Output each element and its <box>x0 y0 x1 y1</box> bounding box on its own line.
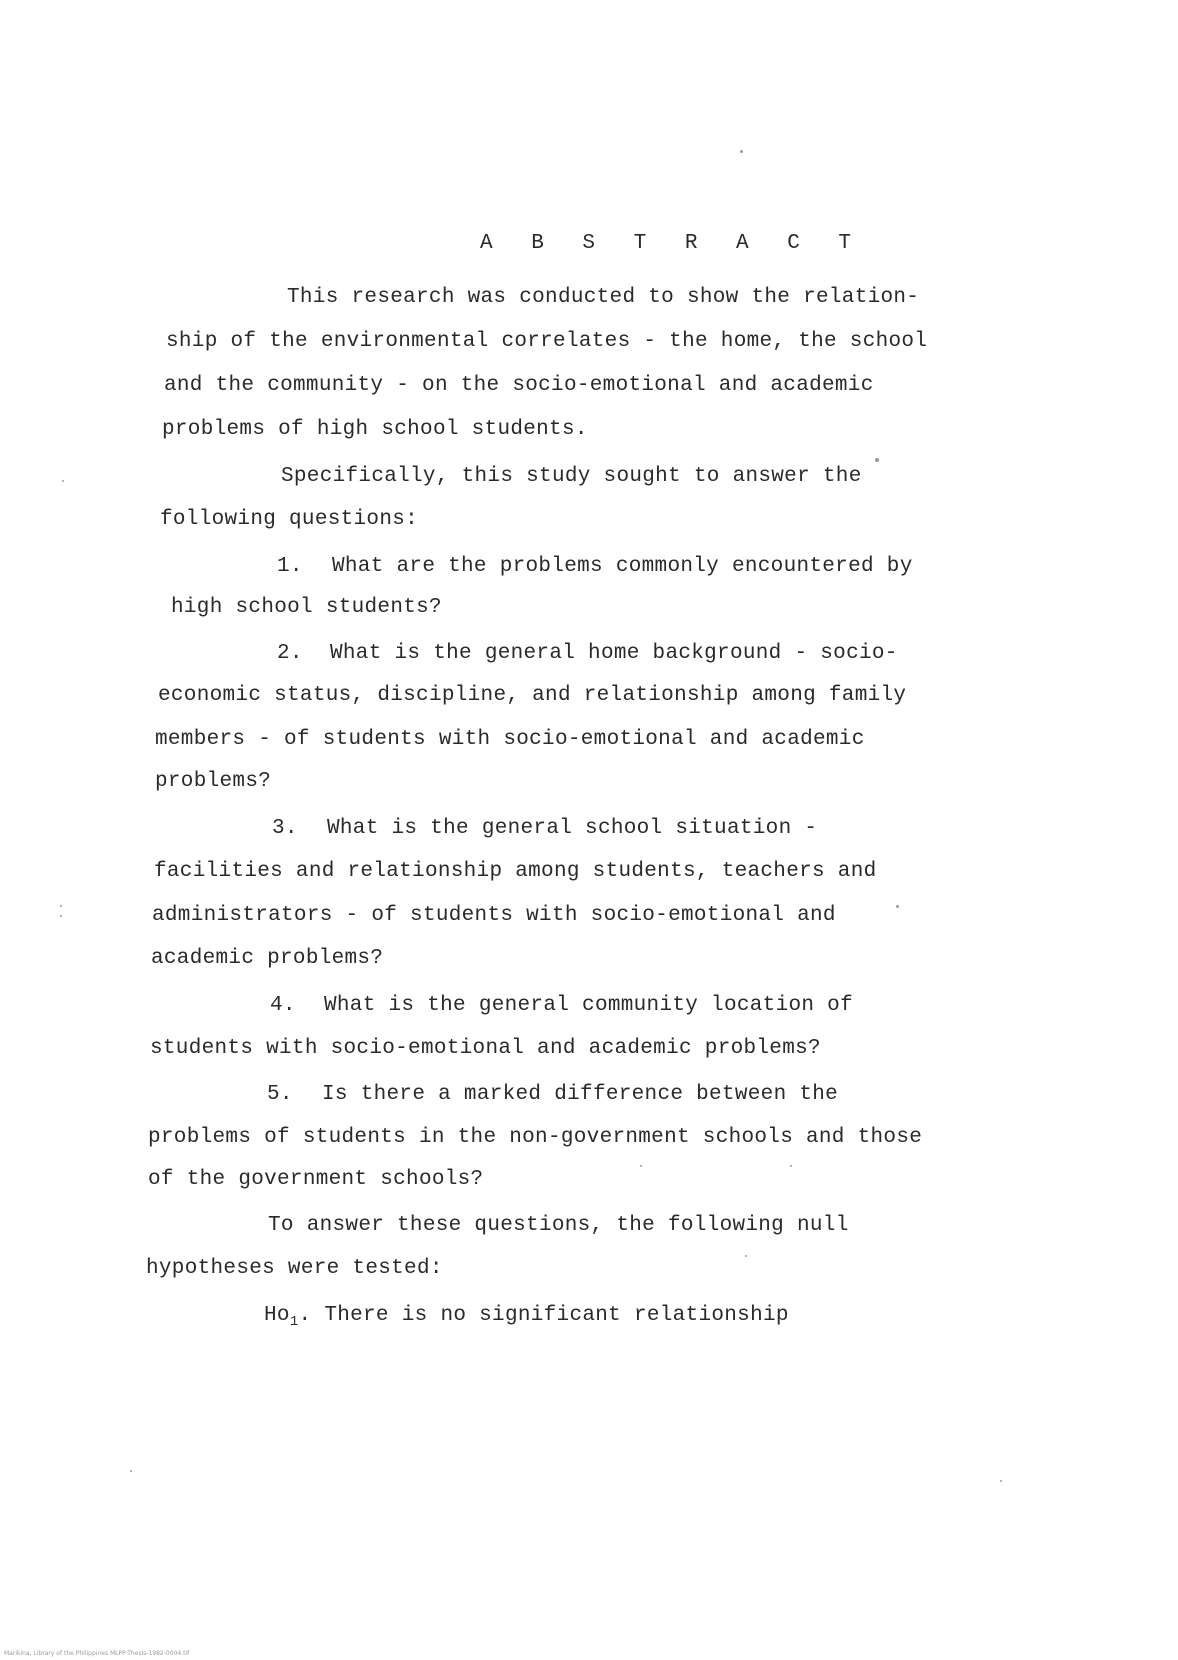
abstract-heading: A B S T R A C T <box>480 232 865 255</box>
scan-speck <box>896 905 899 908</box>
scan-speck <box>640 1165 642 1167</box>
question-2-line-1: What is the general home background - socio- <box>330 642 898 665</box>
scan-speck <box>62 480 64 482</box>
question-3-number: 3. <box>272 817 298 840</box>
paragraph-1-line-2: ship of the environmental correlates - the home, the school <box>166 330 928 353</box>
paragraph-2-line-1: Specifically, this study sought to answer the <box>281 465 862 488</box>
scan-speck <box>790 1165 792 1167</box>
paragraph-1-line-3: and the community - on the socio-emotional and academic <box>164 374 874 397</box>
question-4-number: 4. <box>270 994 296 1017</box>
question-1-line-1: What are the problems commonly encountered by <box>332 555 913 578</box>
paragraph-2-line-2: following questions: <box>160 508 419 531</box>
question-5-line-3: of the government schools? <box>148 1168 484 1191</box>
scan-speck <box>130 1470 132 1472</box>
scan-footer: Marikina, Library of the Philippines MLPP-Thesis-1982-0004.tif <box>4 1650 190 1657</box>
question-2-number: 2. <box>277 642 303 665</box>
question-5-line-2: problems of students in the non-government schools and those <box>148 1126 923 1149</box>
question-3-line-2: facilities and relationship among students, teachers and <box>154 860 877 883</box>
question-3-line-1: What is the general school situation - <box>327 817 818 840</box>
question-2-line-2: economic status, discipline, and relationship among family <box>158 684 907 707</box>
hypothesis-1-subscript: 1 <box>289 1314 299 1330</box>
question-5-line-1: Is there a marked difference between the <box>322 1083 839 1106</box>
hypothesis-1-text: . There is no significant relationship <box>298 1304 789 1327</box>
paragraph-3-line-1: To answer these questions, the following null <box>268 1214 849 1237</box>
hypothesis-1-label: Ho <box>264 1304 290 1327</box>
scan-speck <box>1000 1480 1002 1482</box>
question-3-line-3: administrators - of students with socio-emotional and <box>152 904 836 927</box>
question-4-line-1: What is the general community location of <box>324 994 853 1017</box>
scan-speck <box>60 905 62 907</box>
scan-speck <box>745 1255 747 1257</box>
question-2-line-4: problems? <box>155 770 272 793</box>
question-4-line-2: students with socio-emotional and academic problems? <box>150 1037 821 1060</box>
question-3-line-4: academic problems? <box>151 947 384 970</box>
paragraph-1-line-4: problems of high school students. <box>162 418 588 441</box>
question-2-line-3: members - of students with socio-emotional and academic <box>155 728 865 751</box>
scan-speck <box>875 458 879 462</box>
hypothesis-1 <box>264 1304 789 1330</box>
paragraph-3-line-2: hypotheses were tested: <box>146 1257 443 1280</box>
question-1-line-2: high school students? <box>171 596 442 619</box>
question-5-number: 5. <box>267 1083 293 1106</box>
scan-speck <box>60 915 62 917</box>
question-1-number: 1. <box>277 555 303 578</box>
scan-speck <box>740 150 743 153</box>
paragraph-1-line-1: This research was conducted to show the relation- <box>287 286 920 309</box>
